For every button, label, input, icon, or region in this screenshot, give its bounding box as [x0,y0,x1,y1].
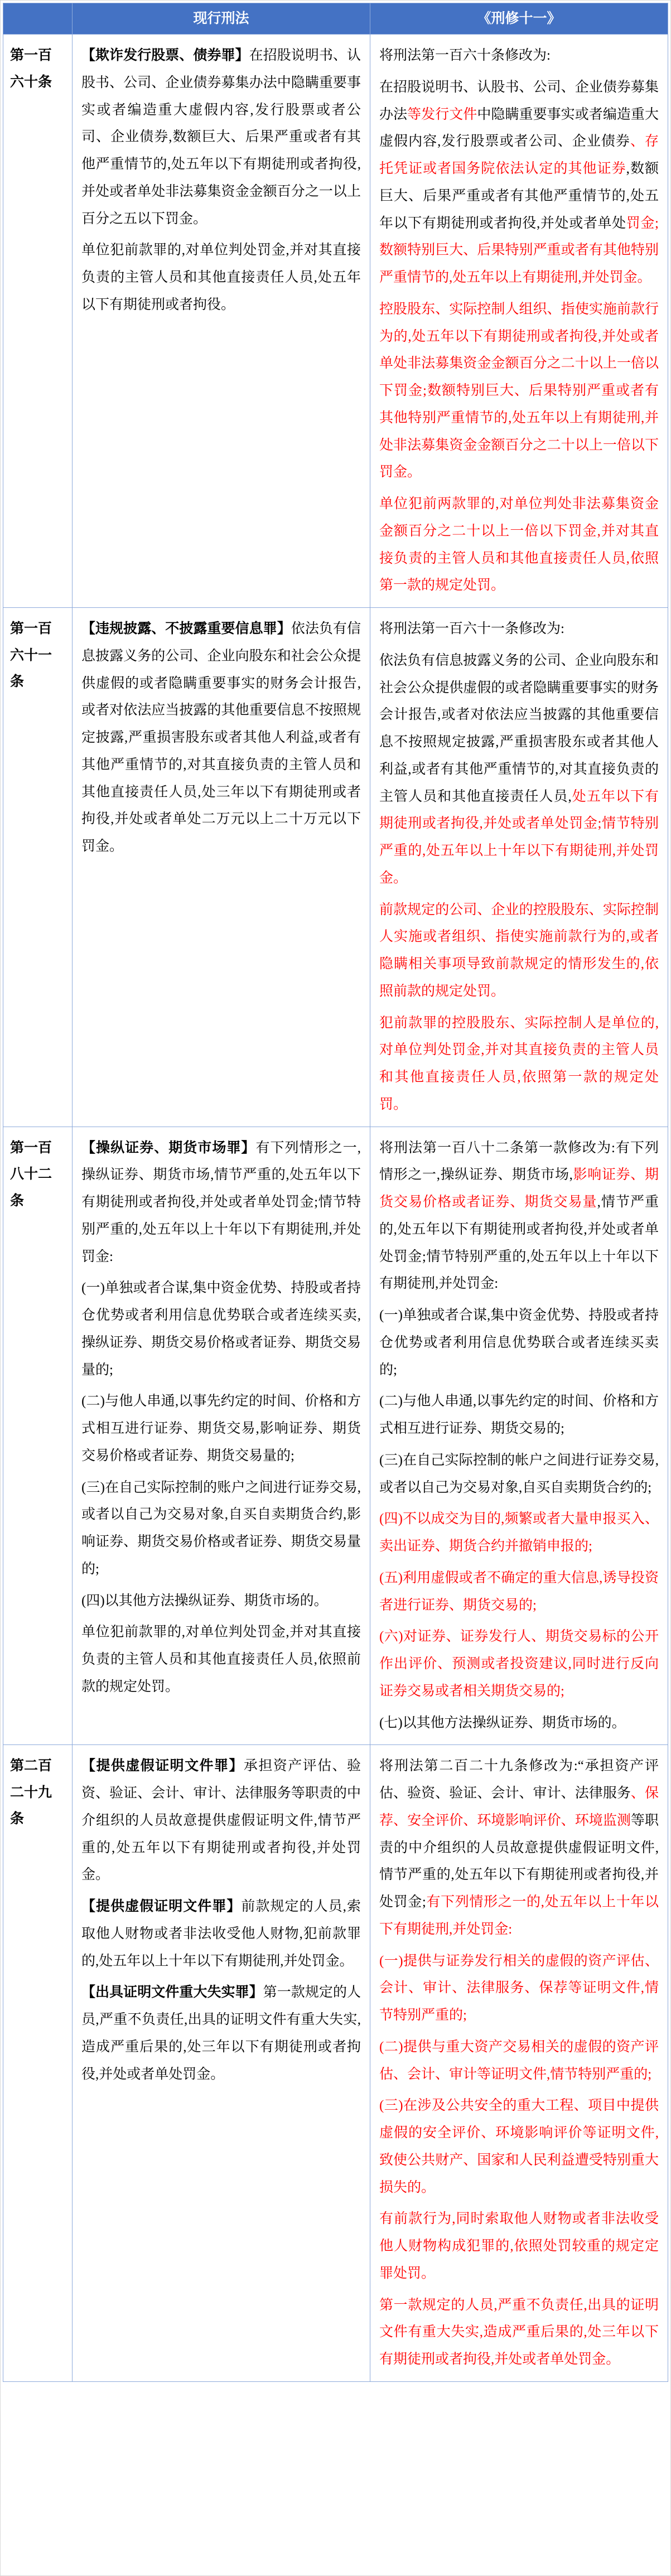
table-row-article-160 [3,35,668,608]
amended-text-run: 罚金;数额特别巨大、后果特别严重或者有其他特别严重情节的,处五年以上有期徒刑,并处罚金。 [379,215,659,285]
paragraph [379,74,659,292]
amendment-text-160 [370,35,668,608]
amended-text-run: 影响证券、期货交易价格或者证券、期货交易量 [379,1167,659,1210]
amended-text-run: 第一款规定的人员,严重不负责任,出具的证明文件有重大失实,造成严重后果的,处三年以下有期徒刑或者拘役,并处或者单处罚金。 [379,2297,659,2367]
paragraph [81,237,361,318]
amended-text-run: 单位犯前两款罪的,对单位判处非法募集资金金额百分之二十以上一倍以下罚金,并对其直接负责的主管人员和其他直接责任人员,依照第一款的规定处罚。 [379,496,659,593]
amended-text-run: 有前款行为,同时索取他人财物或者非法收受他人财物构成犯罪的,依照处罚较重的规定定罪处罚。 [379,2211,659,2281]
text-run: (二)与他人串通,以事先约定的时间、价格和方式相互进行证券、期货交易的; [379,1394,659,1436]
paragraph [379,1010,659,1119]
text-run: (三)在自己实际控制的帐户之间进行证券交易,或者以自己为交易对象,自买自卖期货合约的; [379,1452,659,1495]
header-current-law: 现行刑法 [73,3,370,35]
paragraph [379,491,659,600]
paragraph [379,1710,659,1737]
text-run: 依法负有信息披露义务的公司、企业向股东和社会公众提供虚假的或者隐瞒重要事实的财务会计报告,或者对依法应当披露的其他重要信息不按照规定披露,严重损害股东或者其他人利益,或者有其他严重情节的,对其直接负责的主管人员和其他直接责任人员, [379,653,659,804]
amendment-text-229 [370,1745,668,2382]
text-run: 【提供虚假证明文件罪】 [81,1758,244,1774]
text-run: 在招股说明书、认股书、公司、企业债券募集办法中隐瞒重要事实或者编造重大虚假内容,发行股票或者公司、企业债券,数额巨大、后果严重或者有其他严重情节的,处五年以下有期徒刑或者拘役,并处或者单处非法募集资金金额百分之一以上百分之五以下罚金。 [81,48,361,226]
text-run: 前款规定的人员,索取他人财物或者非法收受他人财物,犯前款罪的,处五年以上十年以下有期徒刑,并处罚金。 [81,1899,361,1969]
article-number-182: 第一百八十二条 [3,1127,73,1745]
text-run: 【出具证明文件重大失实罪】 [81,1985,263,2000]
text-run: (三)在自己实际控制的账户之间进行证券交易,或者以自己为交易对象,自买自卖期货合约,影响证券、期货交易价格或者证券、期货交易量的; [81,1480,361,1577]
table-row-article-182 [3,1127,668,1745]
paragraph [379,1135,659,1298]
text-run: ,数额巨大、后果严重或者有其他严重情节的,处五年以下有期徒刑或者拘役,并处或者单处 [379,161,659,231]
amendment-text-161 [370,608,668,1127]
text-run: 将刑法第一百六十条修改为: [379,48,551,63]
law-comparison-table [3,3,668,2382]
article-number-229: 第二百二十九条 [3,1745,73,2382]
paragraph [379,616,659,643]
text-run: (四)以其他方法操纵证券、期货市场的。 [81,1593,328,1608]
amended-text-run: (六)对证券、证券发行人、期货交易标的公开作出评价、预测或者投资建议,同时进行反向证券交易或者相关期货交易的; [379,1629,659,1699]
current-law-text-161 [73,608,370,1127]
paragraph [81,616,361,861]
paragraph [379,1948,659,2029]
paragraph [379,897,659,1006]
amended-text-run: (四)不以成交为目的,频繁或者大量申报买入、卖出证券、期货合约并撤销申报的; [379,1511,659,1554]
table-row-article-229 [3,1745,668,2382]
current-law-text-160 [73,35,370,608]
text-run: 有下列情形之一,操纵证券、期货市场,情节严重的,处五年以下有期徒刑或者拘役,并处或者单处罚金;情节特别严重的,处五年以上十年以下有期徒刑,并处罚金: [81,1140,361,1264]
text-run: 第一款规定的人员,严重不负责任,出具的证明文件有重大失实,造成严重后果的,处三年以下有期徒刑或者拘役,并处或者单处罚金。 [81,1985,361,2082]
paragraph [379,1623,659,1705]
paragraph [81,1979,361,2088]
text-run: 【欺诈发行股票、债券罪】 [81,48,249,63]
text-run: 中隐瞒重要事实或者编造重大虚假内容,发行股票或者公司、企业债券 [379,107,659,149]
amended-text-run: 处五年以下有期徒刑或者拘役,并处或者单处罚金;情节特别严重的,处五年以上十年以下有期徒刑,并处罚金。 [379,789,659,886]
paragraph [379,1388,659,1443]
amended-text-run: (五)利用虚假或者不确定的重大信息,诱导投资者进行证券、期货交易的; [379,1570,659,1613]
amended-text-run: 、存托凭证或者国务院依法认定的其他证券 [379,134,659,176]
header-article-cell [3,3,73,35]
text-run: 【违规披露、不披露重要信息罪】 [81,621,291,636]
amended-text-run: 有下列情形之一的,处五年以上十年以下有期徒刑,并处罚金: [379,1894,659,1937]
amendment-text-182 [370,1127,668,1745]
text-run: 将刑法第二百二十九条修改为:“承担资产评估、验资、验证、会计、审计、法律服务 [379,1758,659,1801]
amended-text-run: 等发行文件 [407,107,477,122]
paragraph [379,647,659,892]
text-run: (七)以其他方法操纵证券、期货市场的。 [379,1715,626,1731]
text-run: 等职责的中介组织的人员故意提供虚假证明文件,情节严重的,处五年以下有期徒刑或者拘役,并处罚金; [379,1813,659,1910]
text-run: 依法负有信息披露义务的公司、企业向股东和社会公众提供虚假的或者隐瞒重要事实的财务会计报告,或者对依法应当披露的其他重要信息不按照规定披露,严重损害股东或者其他人利益,或者有其他严重情节的,对其直接负责的主管人员和其他直接责任人员,处三年以下有期徒刑或者拘役,并处或者单处二万元以上二十万元以下罚金。 [81,621,361,854]
text-run: 【提供虚假证明文件罪】 [81,1899,242,1914]
text-run: 将刑法第一百八十二条第一款修改为:有下列情形之一,操纵证券、期货市场, [379,1140,659,1183]
paragraph [81,1135,361,1271]
paragraph [81,1275,361,1384]
text-run: 在招股说明书、认股书、公司、企业债券募集办法 [379,79,659,122]
paragraph [379,1565,659,1620]
amended-text-run: 犯前款罪的控股股东、实际控制人是单位的,对单位判处罚金,并对其直接负责的主管人员和其他直接责任人员,依照第一款的规定处罚。 [379,1015,659,1112]
paragraph [379,1753,659,1943]
current-law-text-229 [73,1745,370,2382]
amended-text-run: (一)提供与证券发行相关的虚假的资产评估、会计、审计、法律服务、保荐等证明文件,情节特别严重的; [379,1953,659,2023]
article-number-161: 第一百六十一条 [3,608,73,1127]
text-run: 单位犯前款罪的,对单位判处罚金,并对其直接负责的主管人员和其他直接责任人员,依照前款的规定处罚。 [81,1625,361,1694]
text-run: (二)与他人串通,以事先约定的时间、价格和方式相互进行证券、期货交易,影响证券、期货交易价格或者证券、期货交易量的; [81,1394,361,1463]
amended-text-run: 前款规定的公司、企业的控股股东、实际控制人实施或者组织、指使实施前款行为的,或者隐瞒相关事项导致前款规定的情形发生的,依照前款的规定处罚。 [379,902,659,999]
paragraph [81,1475,361,1583]
text-run: 将刑法第一百六十一条修改为: [379,621,564,636]
text-run: 承担资产评估、验资、验证、会计、审计、法律服务等职责的中介组织的人员故意提供虚假证明文件,情节严重的,处五年以下有期徒刑或者拘役,并处罚金。 [81,1758,361,1883]
paragraph [81,1588,361,1615]
amended-text-run: (二)提供与重大资产交易相关的虚假的资产评估、会计、审计等证明文件,情节特别严重的; [379,2039,659,2082]
paragraph [379,2206,659,2287]
amended-text-run: 、保荐、安全评价、环境影响评价、环境监测 [379,1786,659,1828]
paragraph [81,1893,361,1975]
paragraph [379,2292,659,2374]
paragraph [81,42,361,233]
paragraph [379,1447,659,1502]
paragraph [379,42,659,70]
paragraph [379,2092,659,2201]
amended-text-run: 控股股东、实际控制人组织、指使实施前款行为的,处五年以下有期徒刑或者拘役,并处或者单处非法募集资金金额百分之二十以上一倍以下罚金;数额特别巨大、后果特别严重或者有其他特别严重情节的,处五年以上有期徒刑,并处非法募集资金金额百分之二十以上一倍以下罚金。 [379,301,659,480]
text-run: ,情节严重的,处五年以下有期徒刑或者拘役,并处或者单处罚金;情节特别严重的,处五年以上十年以下有期徒刑,并处罚金: [379,1195,659,1292]
paragraph [379,1506,659,1560]
table-row-article-161 [3,608,668,1127]
paragraph [379,2034,659,2089]
text-run: 单位犯前款罪的,对单位判处罚金,并对其直接负责的主管人员和其他直接责任人员,处五年以下有期徒刑或者拘役。 [81,243,361,312]
paragraph [81,1753,361,1889]
header-amendment-11: 《刑修十一》 [370,3,668,35]
paragraph [81,1388,361,1470]
text-run: (一)单独或者合谋,集中资金优势、持股或者持仓优势或者利用信息优势联合或者连续买卖的; [379,1308,659,1378]
paragraph [379,296,659,486]
text-run: (一)单独或者合谋,集中资金优势、持股或者持仓优势或者利用信息优势联合或者连续买卖,操纵证券、期货交易价格或者证券、期货交易量的; [81,1280,361,1378]
paragraph [81,1619,361,1700]
table-header-row [3,3,668,35]
current-law-text-182 [73,1127,370,1745]
article-number-160: 第一百六十条 [3,35,73,608]
paragraph [379,1302,659,1384]
amended-text-run: (三)在涉及公共安全的重大工程、项目中提供虚假的安全评价、环境影响评价等证明文件,致使公共财产、国家和人民利益遭受特别重大损失的。 [379,2098,659,2195]
text-run: 【操纵证券、期货市场罪】 [81,1140,256,1156]
